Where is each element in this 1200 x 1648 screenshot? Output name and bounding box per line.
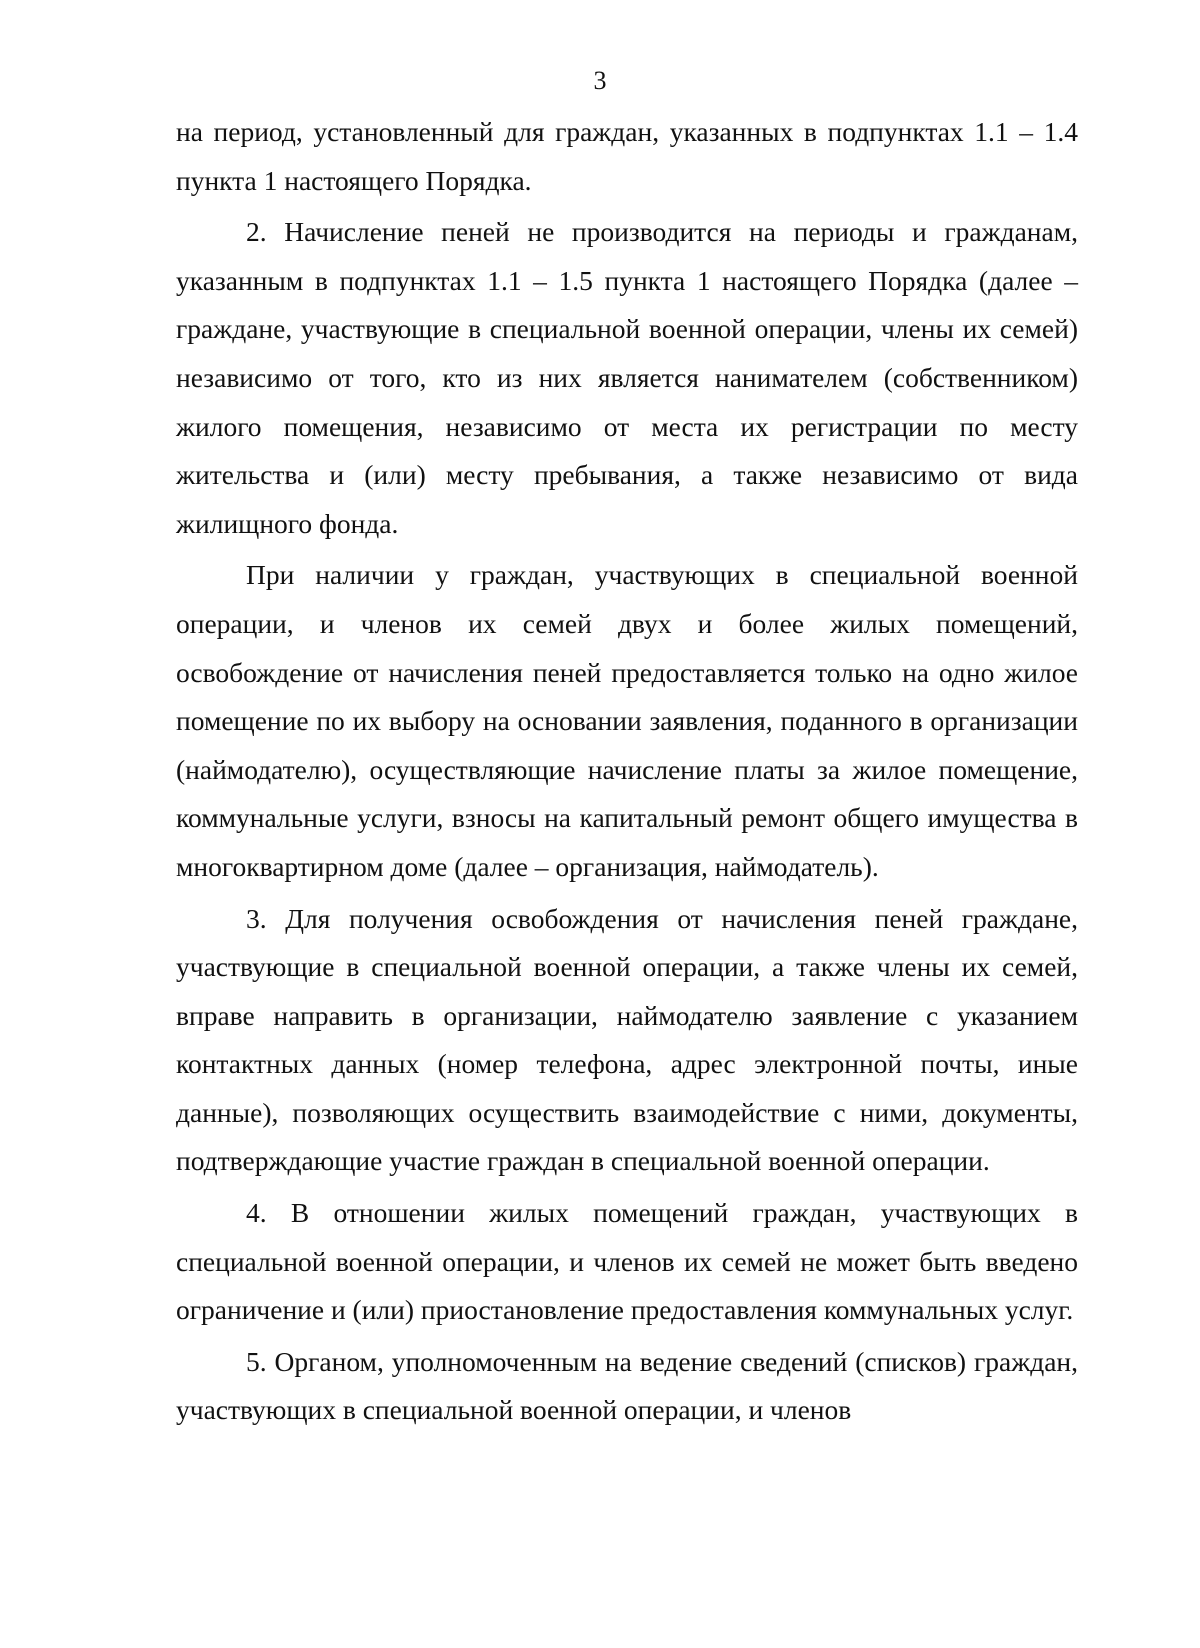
paragraph-item-4: 4. В отношении жилых помещений граждан, участвующих в специальной военной операции, и членов их семей не может быть введено ограничение и (или) приостановление предоставления коммунальных услуг.: [176, 1197, 1078, 1326]
paragraph-item-2-continued: При наличии у граждан, участвующих в специальной военной операции, и членов их семей двух и более жилых помещений, освобождение от начисления пеней предоставляется только на одно жилое помещение по их выбору на основании заявления, поданного в организации (наймодателю), осуществляющие начисление платы за жилое помещение, коммунальные услуги, взносы на капитальный ремонт общего имущества в многоквартирном доме (далее – организация, наймодатель).: [176, 559, 1078, 882]
page-number: 3: [593, 66, 607, 95]
paragraph-continuation: на период, установленный для граждан, указанных в подпунктах 1.1 – 1.4 пункта 1 настоящего Порядка.: [176, 116, 1078, 196]
paragraph-item-3: 3. Для получения освобождения от начисления пеней граждане, участвующие в специальной военной операции, а также члены их семей, вправе направить в организации, наймодателю заявление с указанием контактных данных (номер телефона, адрес электронной почты, иные данные), позволяющих осуществить взаимодействие с ними, документы, подтверждающие участие граждан в специальной военной операции.: [176, 902, 1078, 1177]
paragraph-item-2: 2. Начисление пеней не производится на периоды и гражданам, указанным в подпунктах 1.1 – 1.5 пункта 1 настоящего Порядка (далее – граждане, участвующие в специальной военной операции, члены их семей) независимо от того, кто из них является нанимателем (собственником) жилого помещения, независимо от места их регистрации по месту жительства и (или) месту пребывания, а также независимо от вида жилищного фонда.: [176, 216, 1078, 539]
paragraph-item-5: 5. Органом, уполномоченным на ведение сведений (списков) граждан, участвующих в специальной военной операции, и членов: [176, 1345, 1078, 1426]
document-body: [176, 108, 1078, 1435]
